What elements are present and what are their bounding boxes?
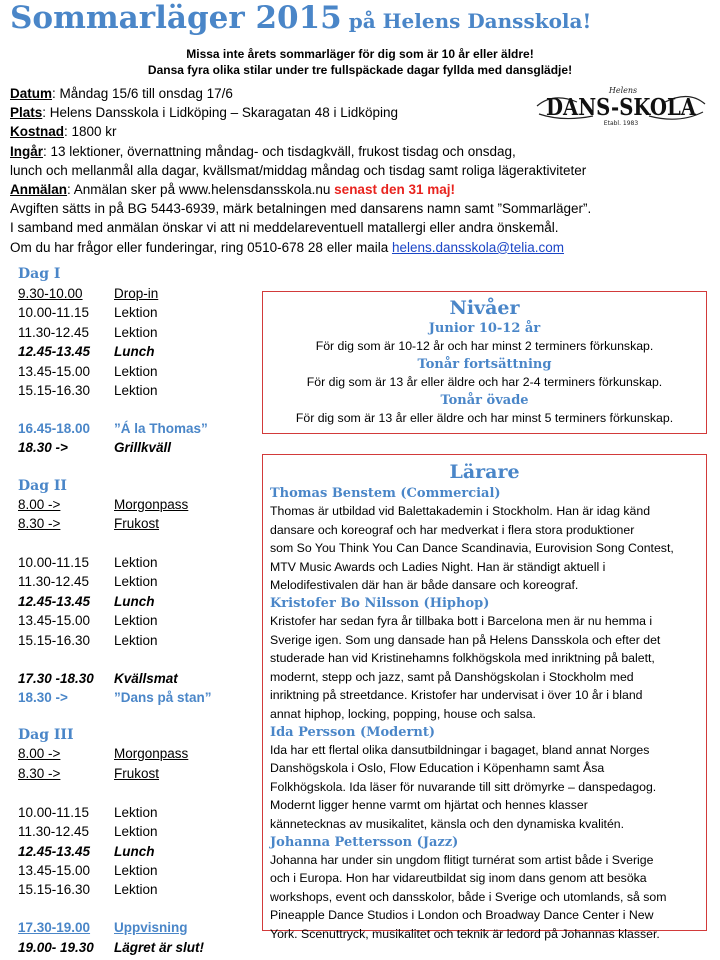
teacher-bio-line: modernt, stepp och jazz, samt på Danshögskolan i Stockholm med	[270, 669, 634, 684]
teacher-bio-line: annat hiphop, locking, popping, house och salsa.	[270, 706, 536, 721]
level-desc: För dig som är 10-12 år och har minst 2 terminers förkunskap.	[315, 339, 654, 353]
teacher-bio-line: Sverige igen. Som ung dansade han på Helens Dansskola och efter det	[270, 632, 661, 647]
level-name: Junior 10-12 år	[428, 321, 541, 336]
schedule-time: 11.30-12.45	[18, 574, 90, 589]
title-main: Sommarläger 2015	[10, 0, 342, 36]
schedule-activity: Morgonpass	[114, 746, 189, 761]
schedule-activity: ”Dans på stan”	[114, 690, 212, 705]
day-title: Dag III	[18, 727, 74, 743]
info-kostnad: Kostnad: 1800 kr	[10, 124, 117, 140]
intro-line-1: Missa inte årets sommarläger för dig som är 10 år eller äldre!	[186, 47, 534, 61]
teacher-name: Thomas Benstem (Commercial)	[270, 486, 501, 501]
levels-title: Nivåer	[449, 297, 520, 319]
schedule-activity: Drop-in	[114, 286, 159, 301]
teacher-bio-line: York. Scenuttryck, musikalitet och teknik är ledord på Johannas klasser.	[270, 926, 660, 941]
schedule-activity: Lektion	[114, 824, 158, 839]
schedule-time: 15.15-16.30	[18, 633, 91, 648]
schedule-time: 11.30-12.45	[18, 824, 90, 839]
teacher-bio-line: Folkhögskola. Ida läser för nuvarande till sitt drömyrke – danspedagog.	[270, 779, 657, 794]
schedule-time: 9.30-10.00	[18, 286, 83, 301]
teacher-bio-line: Johanna har under sin ungdom flitigt turnérat som artist både i Sverige	[270, 852, 654, 867]
teachers-box	[262, 454, 707, 941]
schedule-time: 12.45-13.45	[18, 844, 91, 859]
schedule-activity: Lektion	[114, 633, 158, 648]
schedule-activity: Lägret är slut!	[114, 940, 205, 955]
schedule-time: 18.30 ->	[18, 690, 68, 705]
logo-top-text: Helens	[608, 86, 638, 95]
teacher-bio-line: inriktning på streetdance. Kristofer har undervisat i över 10 år i bland	[270, 688, 643, 703]
teacher-bio-line: kännetecknas av musikalitet, känsla och den dynamiska kvalitén.	[270, 816, 625, 831]
deadline: senast den 31 maj!	[334, 182, 455, 198]
schedule-activity: Kvällsmat	[114, 671, 178, 686]
teacher-item	[263, 595, 706, 724]
teacher-bio-line: workshops, event och dansskolor, både i Sverige och utomlands, så som	[270, 889, 667, 904]
intro-line-2: Dansa fyra olika stilar under tre fullspäckade dagar fyllda med dansglädje!	[147, 63, 573, 77]
teacher-name: Johanna Pettersson (Jazz)	[270, 834, 459, 850]
schedule-time: 10.00-11.15	[18, 555, 90, 570]
schedule-time: 8.30 ->	[18, 516, 61, 531]
info-datum: Datum: Måndag 15/6 till onsdag 17/6	[10, 86, 233, 101]
info-avgift: Avgiften sätts in på BG 5443-6939, märk betalningen med dansarens namn samt ”Sommarläger”.	[10, 201, 592, 217]
teacher-bio-line: Melodifestivalen där han är både dansare och koreograf.	[270, 578, 579, 593]
schedule-activity: Lektion	[114, 364, 158, 379]
schedule-time: 10.00-11.15	[18, 805, 90, 820]
teacher-bio-line: Pineapple Dance Studios i London och Broadway Dance Center i New	[270, 908, 654, 923]
schedule-time: 12.45-13.45	[18, 344, 91, 359]
level-name: Tonår fortsättning	[417, 357, 552, 372]
schedule-time: 13.45-15.00	[18, 613, 91, 628]
schedule-activity: Lektion	[114, 305, 158, 320]
info-allergi: I samband med anmälan önskar vi att ni meddelareventuell matallergi eller andra önskemål.	[10, 220, 559, 236]
teacher-bio-line: Thomas är utbildad vid Balettakademin i Stockholm. Han är idag känd	[270, 504, 651, 518]
info-ingar-line2: lunch och mellanmål alla dagar, kvällsmat/middag måndag och tisdag samt roliga lägeraktiviteter	[10, 162, 587, 178]
schedule-time: 19.00- 19.30	[18, 940, 94, 955]
schedule-activity: Lektion	[114, 555, 158, 570]
intro-text	[40, 46, 680, 78]
schedule-activity: Lunch	[114, 344, 155, 359]
schedule-activity: Lektion	[114, 882, 158, 897]
schedule-activity: Frukost	[114, 516, 160, 531]
level-name: Tonår övade	[440, 393, 529, 408]
level-item	[263, 321, 706, 356]
info-plats: Plats: Helens Dansskola i Lidköping – Skaragatan 48 i Lidköping	[10, 105, 399, 121]
schedule-time: 13.45-15.00	[18, 364, 91, 379]
teacher-bio-line: och i Europa. Hon har vidareutbildat sig inom dans genom att besöka	[270, 871, 647, 886]
info-ingar: Ingår: 13 lektioner, övernattning måndag- och tisdagkväll, frukost tisdag och onsdag,	[10, 143, 516, 159]
level-desc: För dig som är 13 år eller äldre och har 2-4 terminers förkunskap.	[306, 375, 663, 389]
schedule-time: 17.30 -18.30	[18, 671, 94, 686]
logo-main-text: DANS-SKOLA	[546, 94, 697, 121]
schedule-time: 8.30 ->	[18, 766, 61, 781]
logo-sub-text: Etabl. 1983	[603, 120, 639, 127]
schedule-time: 12.45-13.45	[18, 594, 91, 609]
schedule-time: 8.00 ->	[18, 497, 61, 512]
schedule-time: 18.30 ->	[18, 440, 68, 455]
schedule-activity: Lunch	[114, 594, 155, 609]
schedule-time: 17.30-19.00	[18, 920, 91, 935]
email-link[interactable]: helens.dansskola@telia.com	[391, 239, 565, 255]
schedule-activity: Lektion	[114, 613, 158, 628]
teacher-bio-line: Ida har ett flertal olika dansutbildningar i bagaget, bland annat Norges	[270, 742, 650, 757]
schedule-activity: Grillkväll	[114, 440, 172, 455]
schedule-time: 10.00-11.15	[18, 305, 90, 320]
teacher-bio-line: Danshögskola i Oslo, Flow Education i Köpenhamn samt Åsa	[270, 761, 605, 776]
schedule-activity: Frukost	[114, 766, 160, 781]
teacher-item	[263, 724, 706, 834]
schedule-activity: ”Á la Thomas”	[114, 421, 208, 436]
day-title: Dag I	[18, 266, 61, 282]
schedule-time: 11.30-12.45	[18, 325, 90, 340]
teacher-name: Kristofer Bo Nilsson (Hiphop)	[270, 595, 490, 611]
schedule-time: 15.15-16.30	[18, 882, 91, 897]
schedule-activity: Lektion	[114, 325, 158, 340]
schedule-activity: Lunch	[114, 844, 155, 859]
schedule-activity: Lektion	[114, 574, 158, 589]
level-item	[263, 357, 706, 392]
teacher-bio-line: som So You Think You Can Dance Scandinavia, Eurovision Song Contest,	[270, 541, 674, 556]
schedule-time: 15.15-16.30	[18, 383, 91, 398]
teachers-title: Lärare	[449, 461, 520, 483]
schedule-activity: Lektion	[114, 863, 158, 878]
teacher-bio-line: Modernt ligger henne varmt om hjärtat och hennes klasser	[270, 798, 588, 813]
level-item	[263, 393, 706, 428]
levels-box	[262, 291, 707, 434]
teacher-bio-line: Kristofer har sedan fyra år tillbaka bott i Barcelona men är nu hemma i	[270, 613, 653, 628]
info-fragor: Om du har frågor eller funderingar, ring 0510-678 28 eller maila helens.dansskola@telia.com	[10, 239, 565, 255]
day-title: Dag II	[18, 478, 67, 494]
teacher-bio-line: studerade han vid Kristinehamns folkhögskola med inriktning på balett,	[270, 651, 655, 666]
schedule-activity: Lektion	[114, 805, 158, 820]
level-desc: För dig som är 13 år eller äldre och har minst 5 terminers förkunskap.	[295, 411, 674, 425]
schedule-time: 16.45-18.00	[18, 421, 91, 436]
schedule-time: 13.45-15.00	[18, 863, 91, 878]
schedule-activity: Morgonpass	[114, 497, 189, 512]
schedule-activity: Uppvisning	[114, 920, 188, 935]
schedule-activity: Lektion	[114, 383, 158, 398]
schedule-time: 8.00 ->	[18, 746, 61, 761]
page-title	[10, 0, 720, 36]
title-rest: på Helens Dansskola!	[341, 9, 592, 33]
teacher-bio-line: MTV Music Awards och Ladies Night. Han är ständigt aktuell i	[270, 559, 606, 574]
teacher-item	[263, 485, 706, 595]
teacher-bio-line: dansare och koreograf och har medverkat i flera stora produktioner	[270, 522, 635, 537]
info-section	[10, 84, 710, 257]
info-anmalan: Anmälan: Anmälan sker på www.helensdansskola.nu senast den 31 maj!	[10, 182, 455, 198]
teacher-item	[263, 834, 706, 944]
teacher-name: Ida Persson (Modernt)	[270, 724, 435, 740]
